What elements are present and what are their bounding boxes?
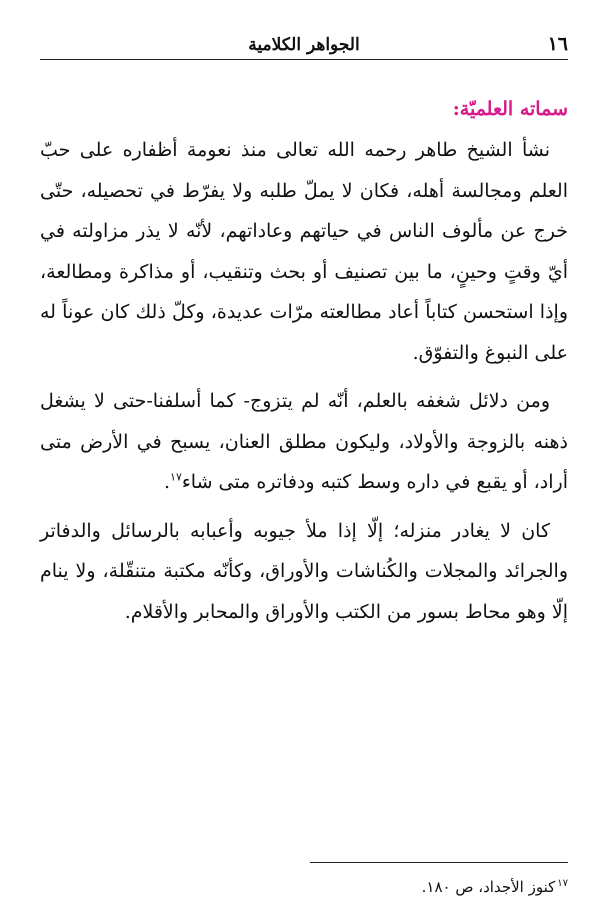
section-heading: سماته العلميّة: bbox=[452, 98, 568, 120]
footnote-reference: ١٧ bbox=[170, 470, 182, 484]
page-body bbox=[40, 92, 568, 640]
footnote bbox=[40, 876, 568, 898]
footnote-text: كنوز الأجداد، ص ١٨٠. bbox=[421, 878, 556, 896]
paragraph-2 bbox=[40, 381, 568, 503]
running-title: الجواهر الكلامية bbox=[248, 35, 360, 55]
running-header bbox=[40, 28, 568, 60]
page-number: ١٦ bbox=[547, 33, 568, 55]
paragraph-3: كان لا يغادر منزله؛ إلّا إذا ملأ جيوبه وأعبابه بالرسائل والدفاتر والجرائد والمجلات والكُناشات والأوراق، وكأنّه مكتبة متنقّلة، ولا ينام إلّا وهو محاط بسور من الكتب والأوراق والمحابر والأقلام. bbox=[40, 519, 568, 623]
paragraph-1: نشأ الشيخ طاهر رحمه الله تعالى منذ نعومة أظفاره على حبّ العلم ومجالسة أهله، فكان لا يملّ طلبه ولا يفرّط في تحصيله، حتّى خرج عن مألوف الناس في حياتهم وعاداتهم، لأنّه لا يذر مزاولته في أيّ وقتٍ وحينٍ، ما بين تصنيف أو بحث وتنقيب، أو مذاكرة ومطالعة، وإذا استحسن كتاباً أعاد مطالعته مرّات عديدة، وكلّ ذلك كان عوناً له على النبوغ والتفوّق. bbox=[40, 139, 568, 364]
paragraph-2-end: . bbox=[164, 471, 171, 493]
paragraph-2-text: ومن دلائل شغفه بالعلم، أنّه لم يتزوج- كما أسلفنا-حتى لا يشغل ذهنه بالزوجة والأولاد، وليكون مطلق العنان، يسبح في الأرض متى أراد، أو يقبع في داره وسط كتبه ودفاتره متى شاء bbox=[40, 390, 568, 493]
footnote-separator bbox=[310, 862, 568, 863]
footnote-number: ١٧ bbox=[557, 878, 568, 889]
